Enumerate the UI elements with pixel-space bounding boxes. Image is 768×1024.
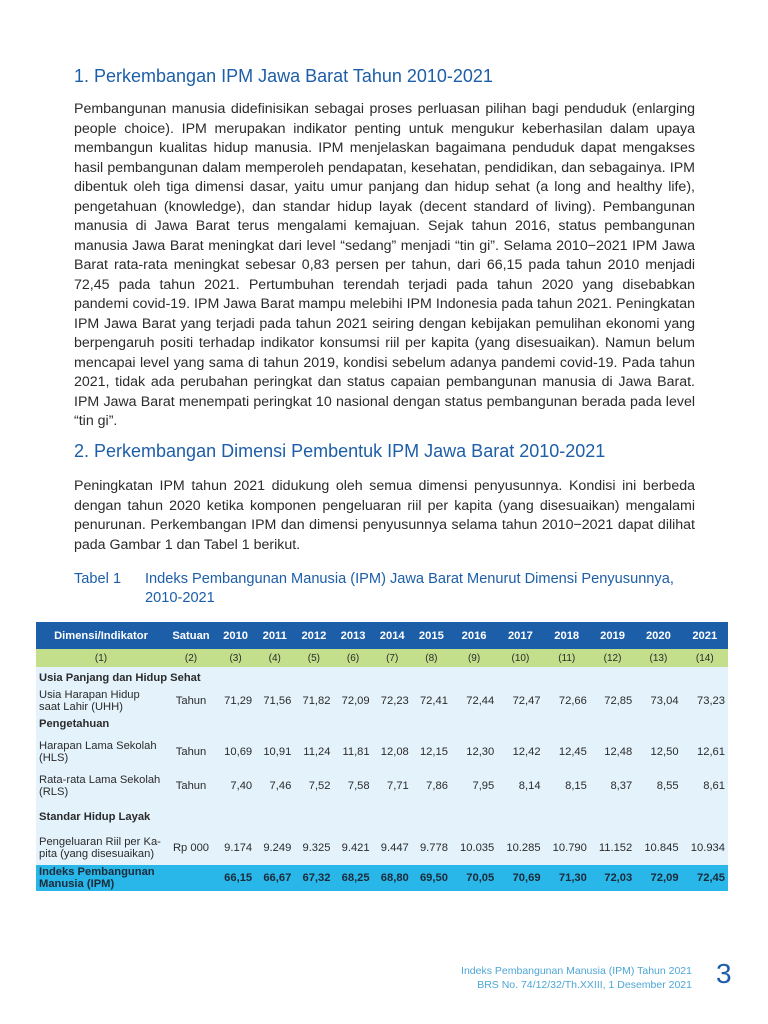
value-cell: 66,67 (255, 865, 294, 891)
header-cell: Satuan (166, 622, 216, 649)
table-row-uhh (36, 689, 728, 713)
table-row-hls (36, 735, 728, 769)
row-unit: Tahun (166, 735, 216, 769)
header-cell: 2013 (333, 622, 372, 649)
value-cell: 9.325 (294, 831, 333, 865)
header-cell: 2017 (497, 622, 543, 649)
index-cell: (9) (451, 649, 497, 667)
value-cell: 10.790 (544, 831, 590, 865)
table-label: Tabel 1 (74, 571, 122, 587)
value-cell: 7,86 (412, 769, 451, 803)
value-cell: 70,05 (451, 865, 497, 891)
row-unit: Rp 000 (166, 831, 216, 865)
value-cell: 12,45 (544, 735, 590, 769)
value-cell: 71,82 (294, 689, 333, 713)
value-cell: 7,46 (255, 769, 294, 803)
value-cell: 10,69 (216, 735, 255, 769)
value-cell: 7,95 (451, 769, 497, 803)
value-cell: 68,80 (373, 865, 412, 891)
value-cell: 12,15 (412, 735, 451, 769)
value-cell: 73,23 (682, 689, 728, 713)
table-title: Indeks Pembangunan Manusia (IPM) Jawa Barat Menurut Dimensi Penyusunnya, 2010-2021 (145, 571, 674, 606)
value-cell: 70,69 (497, 865, 543, 891)
index-cell: (8) (412, 649, 451, 667)
value-cell: 9.249 (255, 831, 294, 865)
value-cell: 12,61 (682, 735, 728, 769)
value-cell: 72,85 (590, 689, 635, 713)
value-cell: 72,03 (590, 865, 635, 891)
value-cell: 7,40 (216, 769, 255, 803)
header-cell: 2010 (216, 622, 255, 649)
section-2-paragraph: Peningkatan IPM tahun 2021 didukung oleh semua dimensi penyusunnya. Kondisi ini berbeda dengan tahun 2020 ketika komponen pengeluaran riil per kapita (yang disesuaikan) mengalami penurunan. Perkembangan IPM dan dimensi penyusunnya selama tahun 2010−2021 dapat dilihat pada Gambar 1 dan Tabel 1 berikut. (74, 478, 695, 553)
value-cell: 12,08 (373, 735, 412, 769)
row-unit: Tahun (166, 689, 216, 713)
header-cell: 2016 (451, 622, 497, 649)
section-row-standar (36, 803, 728, 831)
index-cell: (11) (544, 649, 590, 667)
header-cell: 2018 (544, 622, 590, 649)
index-cell: (6) (333, 649, 372, 667)
header-cell: 2011 (255, 622, 294, 649)
value-cell: 69,50 (412, 865, 451, 891)
value-cell: 12,30 (451, 735, 497, 769)
header-cell: 2012 (294, 622, 333, 649)
header-cell: 2015 (412, 622, 451, 649)
value-cell: 7,71 (373, 769, 412, 803)
row-label: Indeks Pembangunan Manusia (IPM) (36, 865, 166, 891)
row-label: Rata-rata Lama Sekolah (RLS) (36, 769, 166, 803)
row-label: Usia Harapan Hidup saat Lahir (UHH) (36, 689, 166, 713)
header-cell: 2021 (682, 622, 728, 649)
value-cell: 7,58 (333, 769, 372, 803)
section-row-umur (36, 667, 728, 689)
value-cell: 72,44 (451, 689, 497, 713)
index-cell: (3) (216, 649, 255, 667)
ipm-table (36, 622, 728, 891)
section-row-pengetahuan (36, 713, 728, 735)
value-cell: 12,42 (497, 735, 543, 769)
value-cell: 71,29 (216, 689, 255, 713)
section-1-heading: 1. Perkembangan IPM Jawa Barat Tahun 2010-2021 (74, 66, 493, 86)
value-cell: 8,61 (682, 769, 728, 803)
header-cell: 2014 (373, 622, 412, 649)
value-cell: 72,45 (682, 865, 728, 891)
value-cell: 73,04 (635, 689, 681, 713)
value-cell: 8,15 (544, 769, 590, 803)
page-footer (461, 964, 692, 992)
header-cell: 2020 (635, 622, 681, 649)
section-label: Usia Panjang dan Hidup Sehat (36, 667, 728, 689)
value-cell: 72,41 (412, 689, 451, 713)
table-row-pengeluaran (36, 831, 728, 865)
value-cell: 10.035 (451, 831, 497, 865)
value-cell: 8,37 (590, 769, 635, 803)
row-label: Harapan Lama Sekolah (HLS) (36, 735, 166, 769)
index-cell: (14) (682, 649, 728, 667)
value-cell: 67,32 (294, 865, 333, 891)
value-cell: 10,91 (255, 735, 294, 769)
section-1-paragraph: Pembangunan manusia didefinisikan sebagai proses perluasan pilihan bagi penduduk (enlarging people choice). IPM merupakan indikator penting untuk mengukur keberhasilan dalam upaya membangun kualitas hidup manusia. IPM menjelaskan bagaimana penduduk dapat mengakses hasil pembangunan dalam memperoleh pendapatan, kesehatan, pendidikan, dan sebagainya. IPM dibentuk oleh tiga dimensi dasar, yaitu umur panjang dan hidup sehat (a long and healthy life), pengetahuan (knowledge), dan standar hidup layak (decent standard of living). Pembangunan manusia di Jawa Barat terus mengalami kemajuan. Sejak tahun 2016, status pembangunan manusia Jawa Barat meningkat dari level “sedang” menjadi “tin gi”. Selama 2010−2021 IPM Jawa Barat rata-rata meningkat sebesar 0,83 persen per tahun, dari 66,15 pada tahun 2010 menjadi 72,45 pada tahun 2021. Pertumbuhan terendah terjadi pada tahun 2020 yang disebabkan pandemi covid-19. IPM Jawa Barat mampu melebihi IPM Indonesia pada tahun 2021. Peningkatan IPM Jawa Barat yang terjadi pada tahun 2021 seiring dengan kebijakan pemulihan ekonomi yang berpengaruh positi terhadap indikator konsumsi riil per kapita (yang disesuaikan). Namun belum mencapai level yang sama di tahun 2019, kondisi sebelum adanya pandemi covid-19. Pada tahun 2021, tidak ada perubahan peringkat dan status capaian pembangunan manusia di Jawa Barat. IPM Jawa Barat menempati peringkat 10 nasional dengan status pembangunan berada pada level “tin gi”. (74, 101, 695, 429)
index-cell: (1) (36, 649, 166, 667)
row-unit (166, 865, 216, 891)
value-cell: 72,47 (497, 689, 543, 713)
value-cell: 71,30 (544, 865, 590, 891)
table-row-ipm-total (36, 865, 728, 891)
value-cell: 72,66 (544, 689, 590, 713)
section-label: Pengetahuan (36, 713, 728, 735)
value-cell: 9.447 (373, 831, 412, 865)
index-cell: (5) (294, 649, 333, 667)
page-number: 3 (716, 958, 732, 989)
index-cell: (4) (255, 649, 294, 667)
index-cell: (13) (635, 649, 681, 667)
value-cell: 10.845 (635, 831, 681, 865)
section-label: Standar Hidup Layak (36, 803, 728, 831)
value-cell: 72,09 (333, 689, 372, 713)
index-cell: (10) (497, 649, 543, 667)
footer-title: Indeks Pembangunan Manusia (IPM) Tahun 2021 (461, 965, 692, 977)
value-cell: 9.421 (333, 831, 372, 865)
value-cell: 68,25 (333, 865, 372, 891)
value-cell: 12,50 (635, 735, 681, 769)
value-cell: 72,09 (635, 865, 681, 891)
value-cell: 7,52 (294, 769, 333, 803)
row-label: Pengeluaran Riil per Ka-pita (yang disesuaikan) (36, 831, 166, 865)
value-cell: 66,15 (216, 865, 255, 891)
value-cell: 11,81 (333, 735, 372, 769)
value-cell: 10.934 (682, 831, 728, 865)
value-cell: 71,56 (255, 689, 294, 713)
table-row-rls (36, 769, 728, 803)
value-cell: 11.152 (590, 831, 635, 865)
section-2-heading: 2. Perkembangan Dimensi Pembentuk IPM Jawa Barat 2010-2021 (74, 441, 606, 461)
footer-brs-number: BRS No. 74/12/32/Th.XXIII, 1 Desember 2021 (477, 979, 692, 991)
value-cell: 11,24 (294, 735, 333, 769)
value-cell: 12,48 (590, 735, 635, 769)
index-cell: (12) (590, 649, 635, 667)
index-cell: (7) (373, 649, 412, 667)
index-cell: (2) (166, 649, 216, 667)
table-header-row (36, 622, 728, 649)
row-unit: Tahun (166, 769, 216, 803)
value-cell: 9.778 (412, 831, 451, 865)
value-cell: 8,55 (635, 769, 681, 803)
value-cell: 72,23 (373, 689, 412, 713)
header-cell: Dimensi/Indikator (36, 622, 166, 649)
column-index-row (36, 649, 728, 667)
value-cell: 9.174 (216, 831, 255, 865)
value-cell: 8,14 (497, 769, 543, 803)
value-cell: 10.285 (497, 831, 543, 865)
header-cell: 2019 (590, 622, 635, 649)
